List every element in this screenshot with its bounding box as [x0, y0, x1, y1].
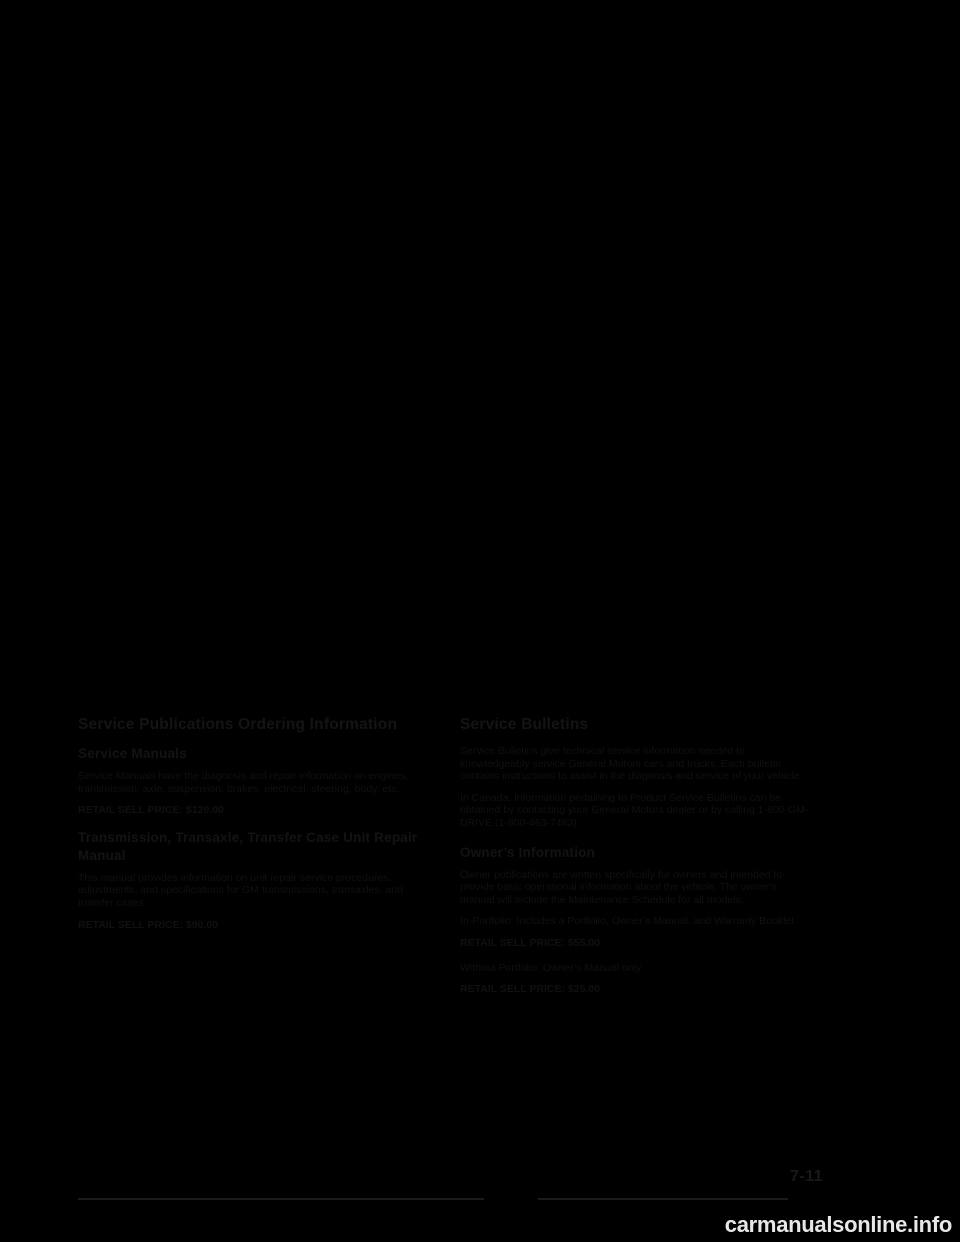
- page-title: Service Publications Ordering Information: [78, 716, 398, 733]
- right-column: [460, 714, 812, 1008]
- footer-rule-right: [538, 1198, 788, 1200]
- paragraph-unit-repair-manual: This manual provides information on unit repair service procedures, adjustments, and specifications for GM transmissions, transaxles, and transfer cases.: [78, 871, 404, 909]
- heading-owners-information: Owner’s Information: [460, 844, 596, 860]
- paragraph-without-portfolio: Without Portfolio: Owner’s Manual only.: [460, 961, 644, 974]
- left-column: [78, 714, 430, 943]
- price-in-portfolio: RETAIL SELL PRICE: $55.00: [460, 936, 601, 949]
- paragraph-in-portfolio: In-Portfolio: Includes a Portfolio, Owner’s Manual, and Warranty Booklet.: [460, 915, 798, 928]
- heading-service-manuals: Service Manuals: [78, 746, 187, 761]
- heading-service-bulletins: Service Bulletins: [460, 716, 589, 733]
- heading-unit-repair-manual: Transmission, Transaxle, Transfer Case Unit Repair Manual: [78, 829, 418, 863]
- page-number: 7-11: [790, 1168, 824, 1185]
- price-service-manuals: RETAIL SELL PRICE: $120.00: [78, 804, 224, 817]
- price-unit-repair-manual: RETAIL SELL PRICE: $90.00: [78, 918, 219, 931]
- price-without-portfolio: RETAIL SELL PRICE: $25.00: [460, 983, 601, 996]
- two-column-text-area: [78, 714, 868, 1094]
- paragraph-service-bulletins: Service Bulletins give technical service information needed to knowledgeably service General Motors cars and trucks. Each bulletin contains instructions to assist in the diagnosis and service of your vehicle.: [460, 745, 803, 783]
- footer-rule-left: [78, 1198, 484, 1200]
- site-watermark: carmanualsonline.info: [724, 1212, 952, 1237]
- paragraph-service-manuals: Service Manuals have the diagnosis and repair information on engines, transmission, axle, suspension, brakes, electrical, steering, body, etc.: [78, 770, 409, 795]
- paragraph-owner-publications: Owner publications are written specifically for owners and intended to provide basic operational information about the vehicle. The owner’s manual will include the Maintenance Schedule for all models.: [460, 868, 783, 906]
- paragraph-canada-bulletins: In Canada, information pertaining to Product Service Bulletins can be obtained by contacting your General Motors dealer or by calling 1-800-GM-DRIVE (1-800-463-7483).: [460, 791, 809, 829]
